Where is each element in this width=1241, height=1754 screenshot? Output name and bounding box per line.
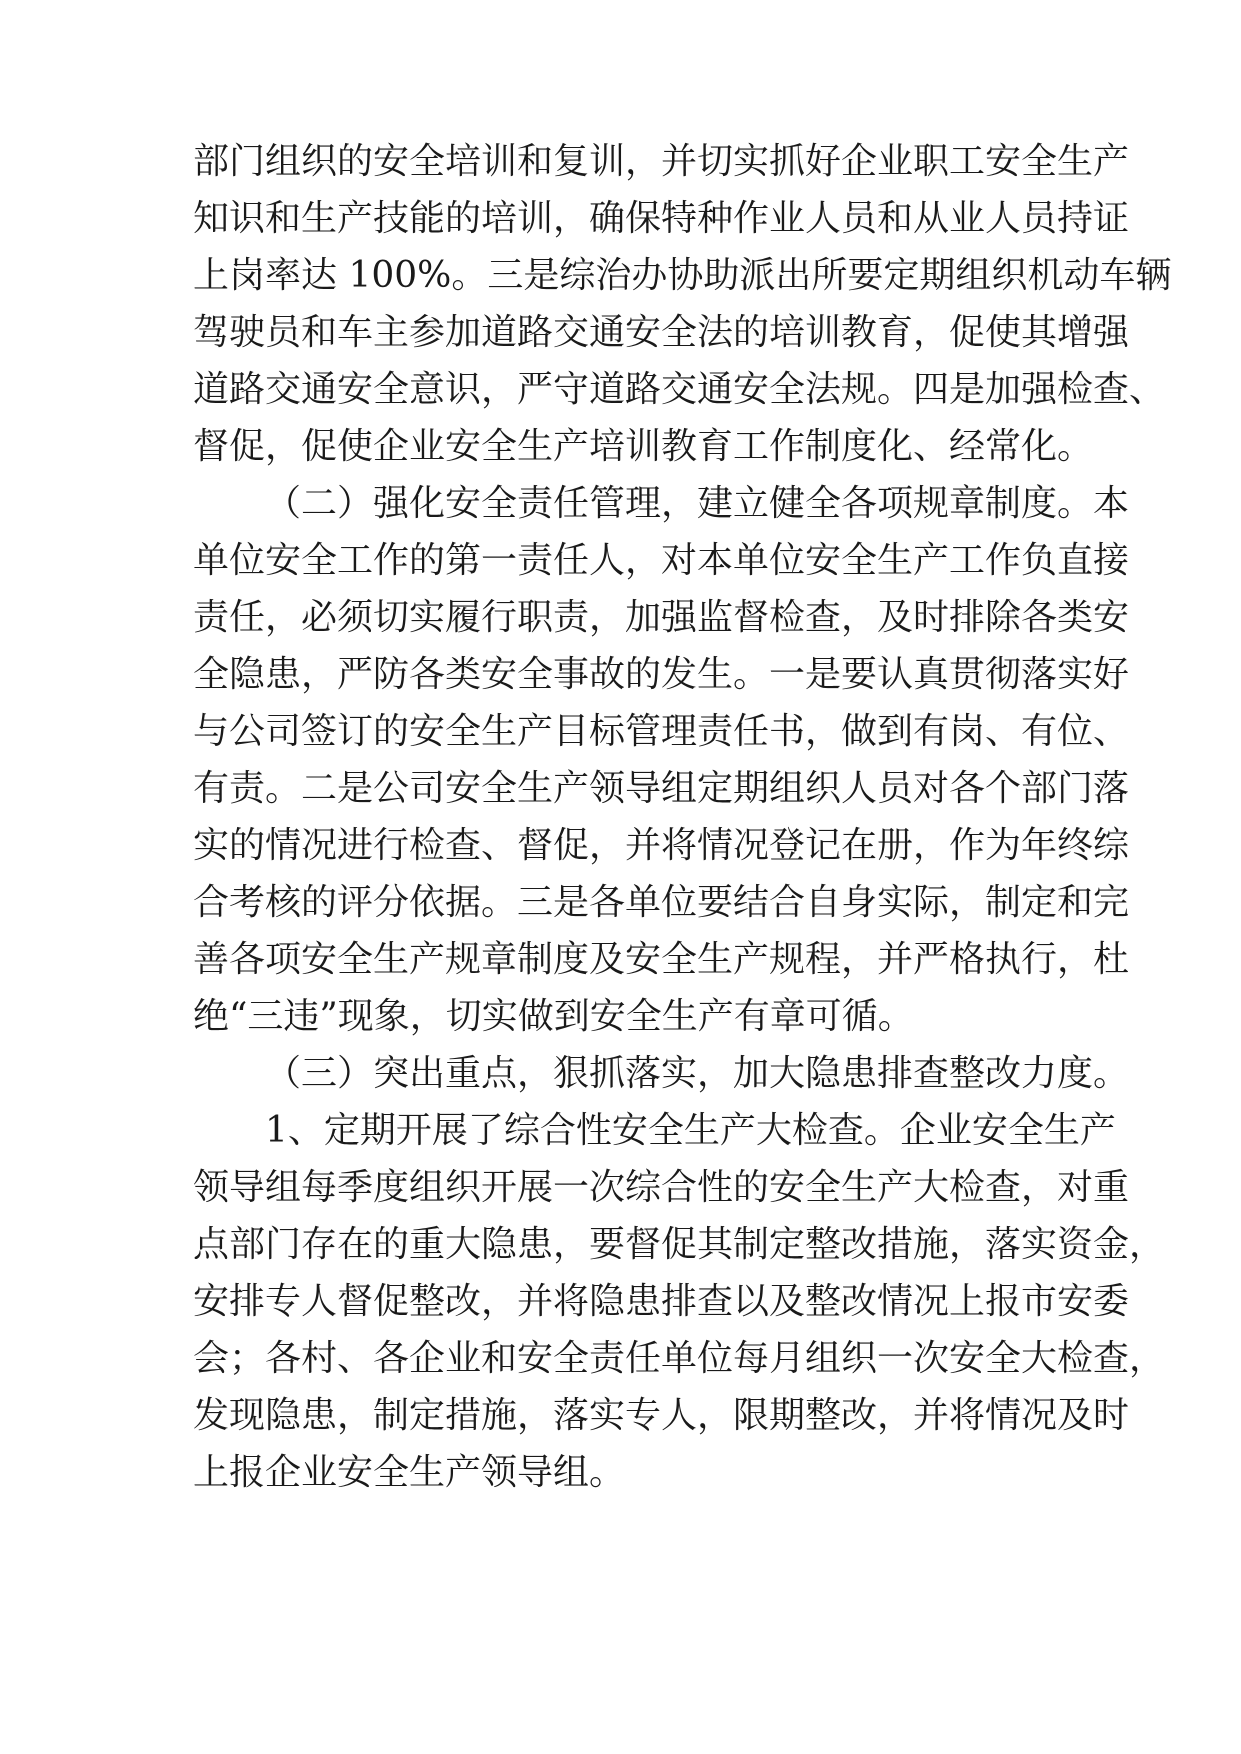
text-line-4: 驾驶员和车主参加道路交通安全法的培训教育，促使其增强 bbox=[193, 312, 1130, 353]
text-line-14: 合考核的评分依据。三是各单位要结合自身实际，制定和完 bbox=[193, 882, 1130, 923]
text-line-11: 与公司签订的安全生产目标管理责任书，做到有岗、有位、 bbox=[193, 711, 1130, 752]
text-line-2: 知识和生产技能的培训，确保特种作业人员和从业人员持证 bbox=[193, 198, 1130, 239]
text-line-3: 上岗率达 100%。三是综治办协助派出所要定期组织机动车辆 bbox=[193, 255, 1172, 296]
text-line-19: 领导组每季度组织开展一次综合性的安全生产大检查，对重 bbox=[193, 1167, 1130, 1208]
text-line-10: 全隐患，严防各类安全事故的发生。一是要认真贯彻落实好 bbox=[193, 654, 1130, 695]
text-line-13: 实的情况进行检查、督促，并将情况登记在册，作为年终综 bbox=[193, 825, 1130, 866]
text-line-23: 发现隐患，制定措施，落实专人，限期整改，并将情况及时 bbox=[193, 1395, 1130, 1436]
text-line-6: 督促，促使企业安全生产培训教育工作制度化、经常化。 bbox=[193, 426, 1094, 467]
text-line-16: 绝“三违”现象，切实做到安全生产有章可循。 bbox=[193, 996, 914, 1037]
text-line-8: 单位安全工作的第一责任人，对本单位安全生产工作负直接 bbox=[193, 540, 1130, 581]
section-heading-3: （三）突出重点，狠抓落实，加大隐患排查整改力度。 bbox=[265, 1053, 1130, 1094]
item-heading-1: 1、定期开展了综合性安全生产大检查。企业安全生产 bbox=[265, 1110, 1116, 1151]
text-line-5: 道路交通安全意识，严守道路交通安全法规。四是加强检查、 bbox=[193, 369, 1166, 410]
text-line-9: 责任，必须切实履行职责，加强监督检查，及时排除各类安 bbox=[193, 597, 1130, 638]
text-line-20: 点部门存在的重大隐患，要督促其制定整改措施，落实资金， bbox=[193, 1224, 1166, 1265]
text-line-12: 有责。二是公司安全生产领导组定期组织人员对各个部门落 bbox=[193, 768, 1130, 809]
text-line-22: 会；各村、各企业和安全责任单位每月组织一次安全大检查， bbox=[193, 1338, 1166, 1379]
text-line-24: 上报企业安全生产领导组。 bbox=[193, 1452, 626, 1493]
section-heading-2: （二）强化安全责任管理，建立健全各项规章制度。本 bbox=[265, 483, 1130, 524]
text-line-1: 部门组织的安全培训和复训，并切实抓好企业职工安全生产 bbox=[193, 141, 1130, 182]
text-line-15: 善各项安全生产规章制度及安全生产规程，并严格执行，杜 bbox=[193, 939, 1130, 980]
text-line-21: 安排专人督促整改，并将隐患排查以及整改情况上报市安委 bbox=[193, 1281, 1130, 1322]
